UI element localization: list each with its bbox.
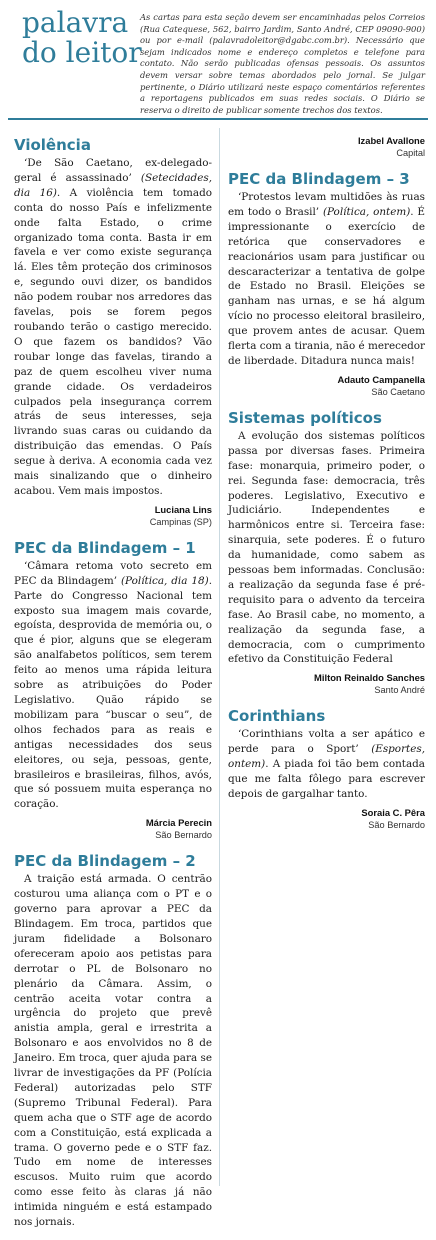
letter-text: A evolução dos sistemas políticos passa por diversas fases. Primeira fase: monarquia, primeiro poder, o rei. Segunda fase: democracia, três poderes. Legislativo, Executivo e Judiciário. Independentes e harmônicos entre si. Terceira fase: sinarquia, sete poderes. É o futuro da humanidade, como sabem as pessoas bem informadas. Conclusão: a realização da segunda fase é pré-requisito para o advento da terceira fase. Ao Brasil cabe, no momento, a realização da segunda fase, a democracia, com o cumprimento efetivo da Constituição Federal xyxy=(228,429,425,666)
letter-signature xyxy=(228,806,425,832)
author-name: Soraia C. Pêra xyxy=(361,806,425,818)
letter-body xyxy=(14,559,212,812)
logo-line-1: palavra xyxy=(22,6,129,39)
letter-body xyxy=(228,190,425,369)
author-city: São Caetano xyxy=(371,386,425,397)
letter-title: PEC da Blindagem – 1 xyxy=(14,538,196,557)
article-quote: ‘Câmara retoma voto secreto em PEC da Blindagem’ xyxy=(14,559,212,587)
letter-title: Corinthians xyxy=(228,707,326,726)
letter-violencia xyxy=(14,136,212,529)
author-city: Campinas (SP) xyxy=(149,516,212,527)
letter-body xyxy=(14,156,212,499)
letter-text: A traição está armada. O centrão costurou uma aliança com o PT e o governo para aprovar a PEC da Blindagem. Em troca, partidos que juram fidelidade a Bolsonaro ofereceram apoio aos petistas para derrotar o PL de Bolsonaro no plenário da Câmara. Assim, o centrão aceita votar contra a urgência do projeto que prevê anistia ampla, geral e irrestrita a Bolsonaro e aos envolvidos no 8 de Janeiro. Em troca, quer ajuda para se livrar de investigações da PF (Polícia Federal) autorizadas pelo STF (Supremo Tribunal Federal). Para quem acha que o STF age de acordo com a Constituição, está explicada a trama. O governo pede e o STF faz. Tudo em nome de interesses escusos. Muito ruim que acordo como esse feito às claras já não intimida ninguém e está estampado nos jornais. xyxy=(14,873,212,1229)
letter-body xyxy=(14,872,212,1230)
article-section: (Política, ontem) xyxy=(319,205,411,218)
letter-title: PEC da Blindagem – 2 xyxy=(14,852,196,871)
author-name: Adauto Campanella xyxy=(337,373,425,385)
article-quote: ‘Corinthians volta a ser apático e perde para o Sport’ xyxy=(228,728,425,756)
article-section: (Esportes, ontem) xyxy=(228,743,425,771)
author-name: Milton Reinaldo Sanches xyxy=(314,672,425,684)
column-divider xyxy=(219,128,220,1186)
letter-sistemas-politicos xyxy=(228,409,425,698)
letter-text: . A piada foi tão bem contada que me falta fôlego para escrever depois de gargalhar tanto. xyxy=(228,758,425,800)
letter-body xyxy=(228,429,425,668)
logo-line-2: do leitor xyxy=(22,36,142,69)
author-name: Luciana Lins xyxy=(154,503,212,515)
article-section: (Setecidades, dia 16) xyxy=(14,171,212,199)
page-header xyxy=(0,0,436,118)
header-divider xyxy=(8,118,428,120)
article-quote: ‘De São Caetano, ex-delegado-geral é assassinado’ xyxy=(14,157,212,184)
letter-signature xyxy=(14,816,212,842)
letter-pec-2-continued xyxy=(228,134,425,160)
letter-pec-1 xyxy=(14,539,212,842)
letter-title: Sistemas políticos xyxy=(228,408,382,427)
left-column xyxy=(14,130,212,1240)
author-city: Capital xyxy=(396,148,425,158)
author-name: Márcia Perecin xyxy=(145,817,212,829)
letter-signature xyxy=(228,134,425,160)
letter-signature xyxy=(228,373,425,399)
letter-pec-3 xyxy=(228,170,425,399)
letter-pec-2 xyxy=(14,852,212,1230)
author-city: Santo André xyxy=(374,685,425,696)
letter-body xyxy=(228,727,425,802)
letter-text: . É impressionante o exercício de retórica que conservadores e reacionários usam para justificar ou descaracterizar a tentativa de golpe de Estado no Brasil. Eleições se ganham nas urnas, e se há algum vício no processo eleitoral brasileiro, que provem antes de acusar. Quem flerta com a tirania, não é merecedor de liberdade. Ditadura nunca mais! xyxy=(228,205,425,367)
article-section: (Política, dia 18) xyxy=(117,574,209,587)
author-name: Izabel Avallone xyxy=(357,135,425,146)
section-logo xyxy=(22,8,142,68)
submission-instructions: As cartas para esta seção devem ser encaminhadas pelos Correios (Rua Catequese, 562, bairro Jardim, Santo André, CEP 09090-900) ou por e-mail (palavradoleitor@dgabc.com.br). Necessário que sejam indicados nome e endereço completos e telefone para contato. Não serão publicadas ofensas pessoais. Os assuntos devem versar sobre temas abordados pelo jornal. Se julgar pertinente, o Diário utilizará neste espaço comentários referentes a reportagens publicados em suas redes sociais. O Diário se reserva o direito de publicar somente trechos dos textos. xyxy=(140,12,425,115)
author-city: São Bernardo xyxy=(368,819,425,830)
letter-signature xyxy=(14,503,212,529)
letter-text: . Parte do Congresso Nacional tem exposto sua imagem mais covarde, egoísta, desprovida de memória ou, o que é pior, alguns que se elegeram são analfabetos políticos, sem terem feito ao menos uma rápida leitura sobre as atribuições do Poder Legislativo. Quão rápido se mobilizam para “buscar o seu”, de olhos fechados para as reais e antigas necessidades dos seus eleitores, ou seja, pessoas, gente, brasileiros e brasileiras, filhos, avós, que só possuem muita esperança no coração. xyxy=(14,574,212,811)
letter-title: Violência xyxy=(14,136,91,154)
article-quote: ‘Protestos levam multidões às ruas em todo o Brasil’ xyxy=(228,191,425,218)
letter-corinthians xyxy=(228,707,425,832)
letter-title: PEC da Blindagem – 3 xyxy=(228,170,410,188)
right-column xyxy=(228,130,425,842)
letter-signature xyxy=(228,671,425,697)
author-city: São Bernardo xyxy=(155,830,212,841)
letter-text: . A violência tem tomado conta do nosso País e infelizmente onde falta Estado, o crime organizado toma conta. Basta ir em favela e ver como existe segurança lá. Eles têm proteção dos criminosos e, segundo ouvi dizer, os bandidos não podem roubar nos arredores das favelas, pois se forem pegos roubando terão o castigo merecido. O que fazem os bandidos? Vão roubar longe das favelas, tirando a paz de quem escolheu viver numa grande cidade. Os verdadeiros culpados pela insegurança correm atrás de seus interesses, seja livrando suas caras ou cuidando da distribuição das emendas. O País segue à deriva. A economia cada vez mais sinalizando que o dinheiro acabou. Vem mais impostos. xyxy=(14,186,212,497)
